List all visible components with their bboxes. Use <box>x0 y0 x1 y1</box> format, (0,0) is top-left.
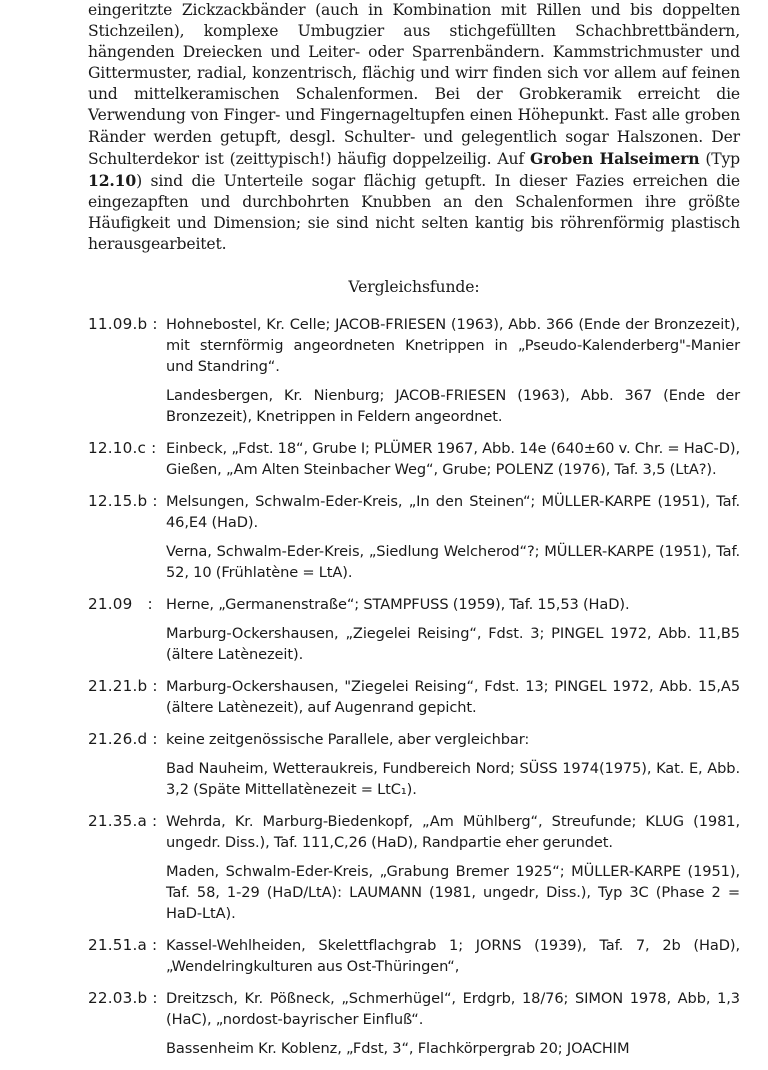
section-heading: Vergleichsfunde: <box>348 278 480 297</box>
list-item <box>88 438 740 480</box>
entry-body <box>166 811 740 924</box>
entry-paragraph: Bad Nauheim, Wetteraukreis, Fundbereich Nord; SÜSS 1974(1975), Kat. E, Abb. 3,2 (Späte Mittellatènezeit = LtC₁). <box>166 760 740 799</box>
entry-paragraph: Marburg-Ockershausen, „Ziegelei Reising“, Fdst. 3; PINGEL 1972, Abb. 11,B5 (ältere Latènezeit). <box>166 625 740 664</box>
entry-body <box>166 594 740 665</box>
entry-paragraph: Kassel-Wehlheiden, Skelettflachgrab 1; JORNS (1939), Taf. 7, 2b (HaD), „Wendelringkulturen aus Ost-Thüringen“, <box>166 937 740 976</box>
entry-paragraph: Maden, Schwalm-Eder-Kreis, „Grabung Bremer 1925“; MÜLLER-KARPE (1951), Taf. 58, 1-29 (HaD/LtA): LAUMANN (1981, ungedr, Diss.), Typ 3C (Phase 2 = HaD-LtA). <box>166 863 740 923</box>
intro-text-end: ) sind die Unterteile sogar flächig getupft. In dieser Fazies erreichen die eingezapften und durchbohrten Knubben an den Schalenformen ihre größte Häufigkeit und Dimension; sie sind nicht selten kantig bis röhrenförmig plastisch herausgearbeitet. <box>88 171 740 254</box>
entry-paragraph: Melsungen, Schwalm-Eder-Kreis, „In den Steinen“; MÜLLER-KARPE (1951), Taf. 46,E4 (HaD). <box>166 493 740 532</box>
entry-paragraph: keine zeitgenössische Parallele, aber vergleichbar: <box>166 731 530 749</box>
entry-body <box>166 314 740 427</box>
entry-body <box>166 676 740 718</box>
entry-body <box>166 988 740 1059</box>
entry-paragraph: Wehrda, Kr. Marburg-Biedenkopf, „Am Mühlberg“, Streufunde; KLUG (1981, ungedr. Diss.), Taf. 111,C,26 (HaD), Randpartie eher gerundet. <box>166 813 740 852</box>
list-item <box>88 935 740 977</box>
entry-code: 12.15.b : <box>88 492 158 511</box>
entry-paragraph: Einbeck, „Fdst. 18“, Grube I; PLÜMER 1967, Abb. 14e (640±60 v. Chr. = HaC-D), Gießen, „Am Alten Steinbacher Weg“, Grube; POLENZ (1976), Taf. 3,5 (LtA?). <box>166 440 740 479</box>
list-item <box>88 811 740 924</box>
entry-code: 21.26.d : <box>88 730 158 749</box>
entry-code: 22.03.b : <box>88 989 158 1008</box>
intro-paragraph <box>88 0 740 255</box>
list-item <box>88 676 740 718</box>
intro-bold-type: 12.10 <box>88 170 137 190</box>
list-item <box>88 729 740 800</box>
list-item <box>88 491 740 583</box>
entry-paragraph: Dreitzsch, Kr. Pößneck, „Schmerhügel“, Erdgrb, 18/76; SIMON 1978, Abb, 1,3 (HaC), „nordost-bayrischer Einfluß“. <box>166 990 740 1029</box>
entry-paragraph: Landesbergen, Kr. Nienburg; JACOB-FRIESEN (1963), Abb. 367 (Ende der Bronzezeit), Knetrippen in Feldern angeordnet. <box>166 387 740 426</box>
entry-code: 21.51.a : <box>88 936 158 955</box>
entry-body <box>166 491 740 583</box>
intro-text: eingeritzte Zickzackbänder (auch in Kombination mit Rillen und bis doppelten Stichzeilen), komplexe Umbugzier aus stichgefüllten Schachbrettbändern, hängenden Dreiecken und Leiter- oder Sparrenbändern. Kammstrichmuster und Gittermuster, radial, konzentrisch, flächig und wirr finden sich vor allem auf feinen und mittelkeramischen Schalenformen. Bei der Grobkeramik erreicht die Verwendung von Finger- und Fingernageltupfen einen Höhepunkt. Fast alle groben Ränder werden getupft, desgl. Schulter- und gelegentlich sogar Halszonen. Der Schulterdekor ist (zeittypisch!) häufig doppelzeilig. Auf <box>88 1 740 168</box>
list-item <box>88 594 740 665</box>
entry-body <box>166 935 740 977</box>
entry-body <box>166 729 740 800</box>
entry-code: 11.09.b : <box>88 315 158 334</box>
comparison-list <box>88 314 740 1059</box>
entry-paragraph: Hohnebostel, Kr. Celle; JACOB-FRIESEN (1963), Abb. 366 (Ende der Bronzezeit), mit sternförmig angeordneten Knetrippen in „Pseudo-Kalenderberg"-Manier und Standring“. <box>166 316 740 376</box>
entry-code: 21.35.a : <box>88 812 158 831</box>
entry-paragraph: Verna, Schwalm-Eder-Kreis, „Siedlung Welcherod“?; MÜLLER-KARPE (1951), Taf. 52, 10 (Frühlatène = LtA). <box>166 543 740 582</box>
entry-code: 12.10.c : <box>88 439 157 458</box>
document-page <box>88 0 740 1070</box>
intro-bold-term: Groben Halseimern <box>529 148 700 168</box>
entry-paragraph: Marburg-Ockershausen, "Ziegelei Reising“, Fdst. 13; PINGEL 1972, Abb. 15,A5 (ältere Latènezeit), auf Augenrand gepicht. <box>166 678 740 717</box>
entry-paragraph: Bassenheim Kr. Koblenz, „Fdst, 3“, Flachkörpergrab 20; JOACHIM <box>166 1040 630 1058</box>
entry-code: 21.09 : <box>88 595 153 614</box>
list-item <box>88 988 740 1059</box>
list-item <box>88 314 740 427</box>
entry-body <box>166 438 740 480</box>
intro-text-mid: (Typ <box>699 149 740 168</box>
entry-paragraph: Herne, „Germanenstraße“; STAMPFUSS (1959), Taf. 15,53 (HaD). <box>166 596 630 614</box>
entry-code: 21.21.b : <box>88 677 158 696</box>
